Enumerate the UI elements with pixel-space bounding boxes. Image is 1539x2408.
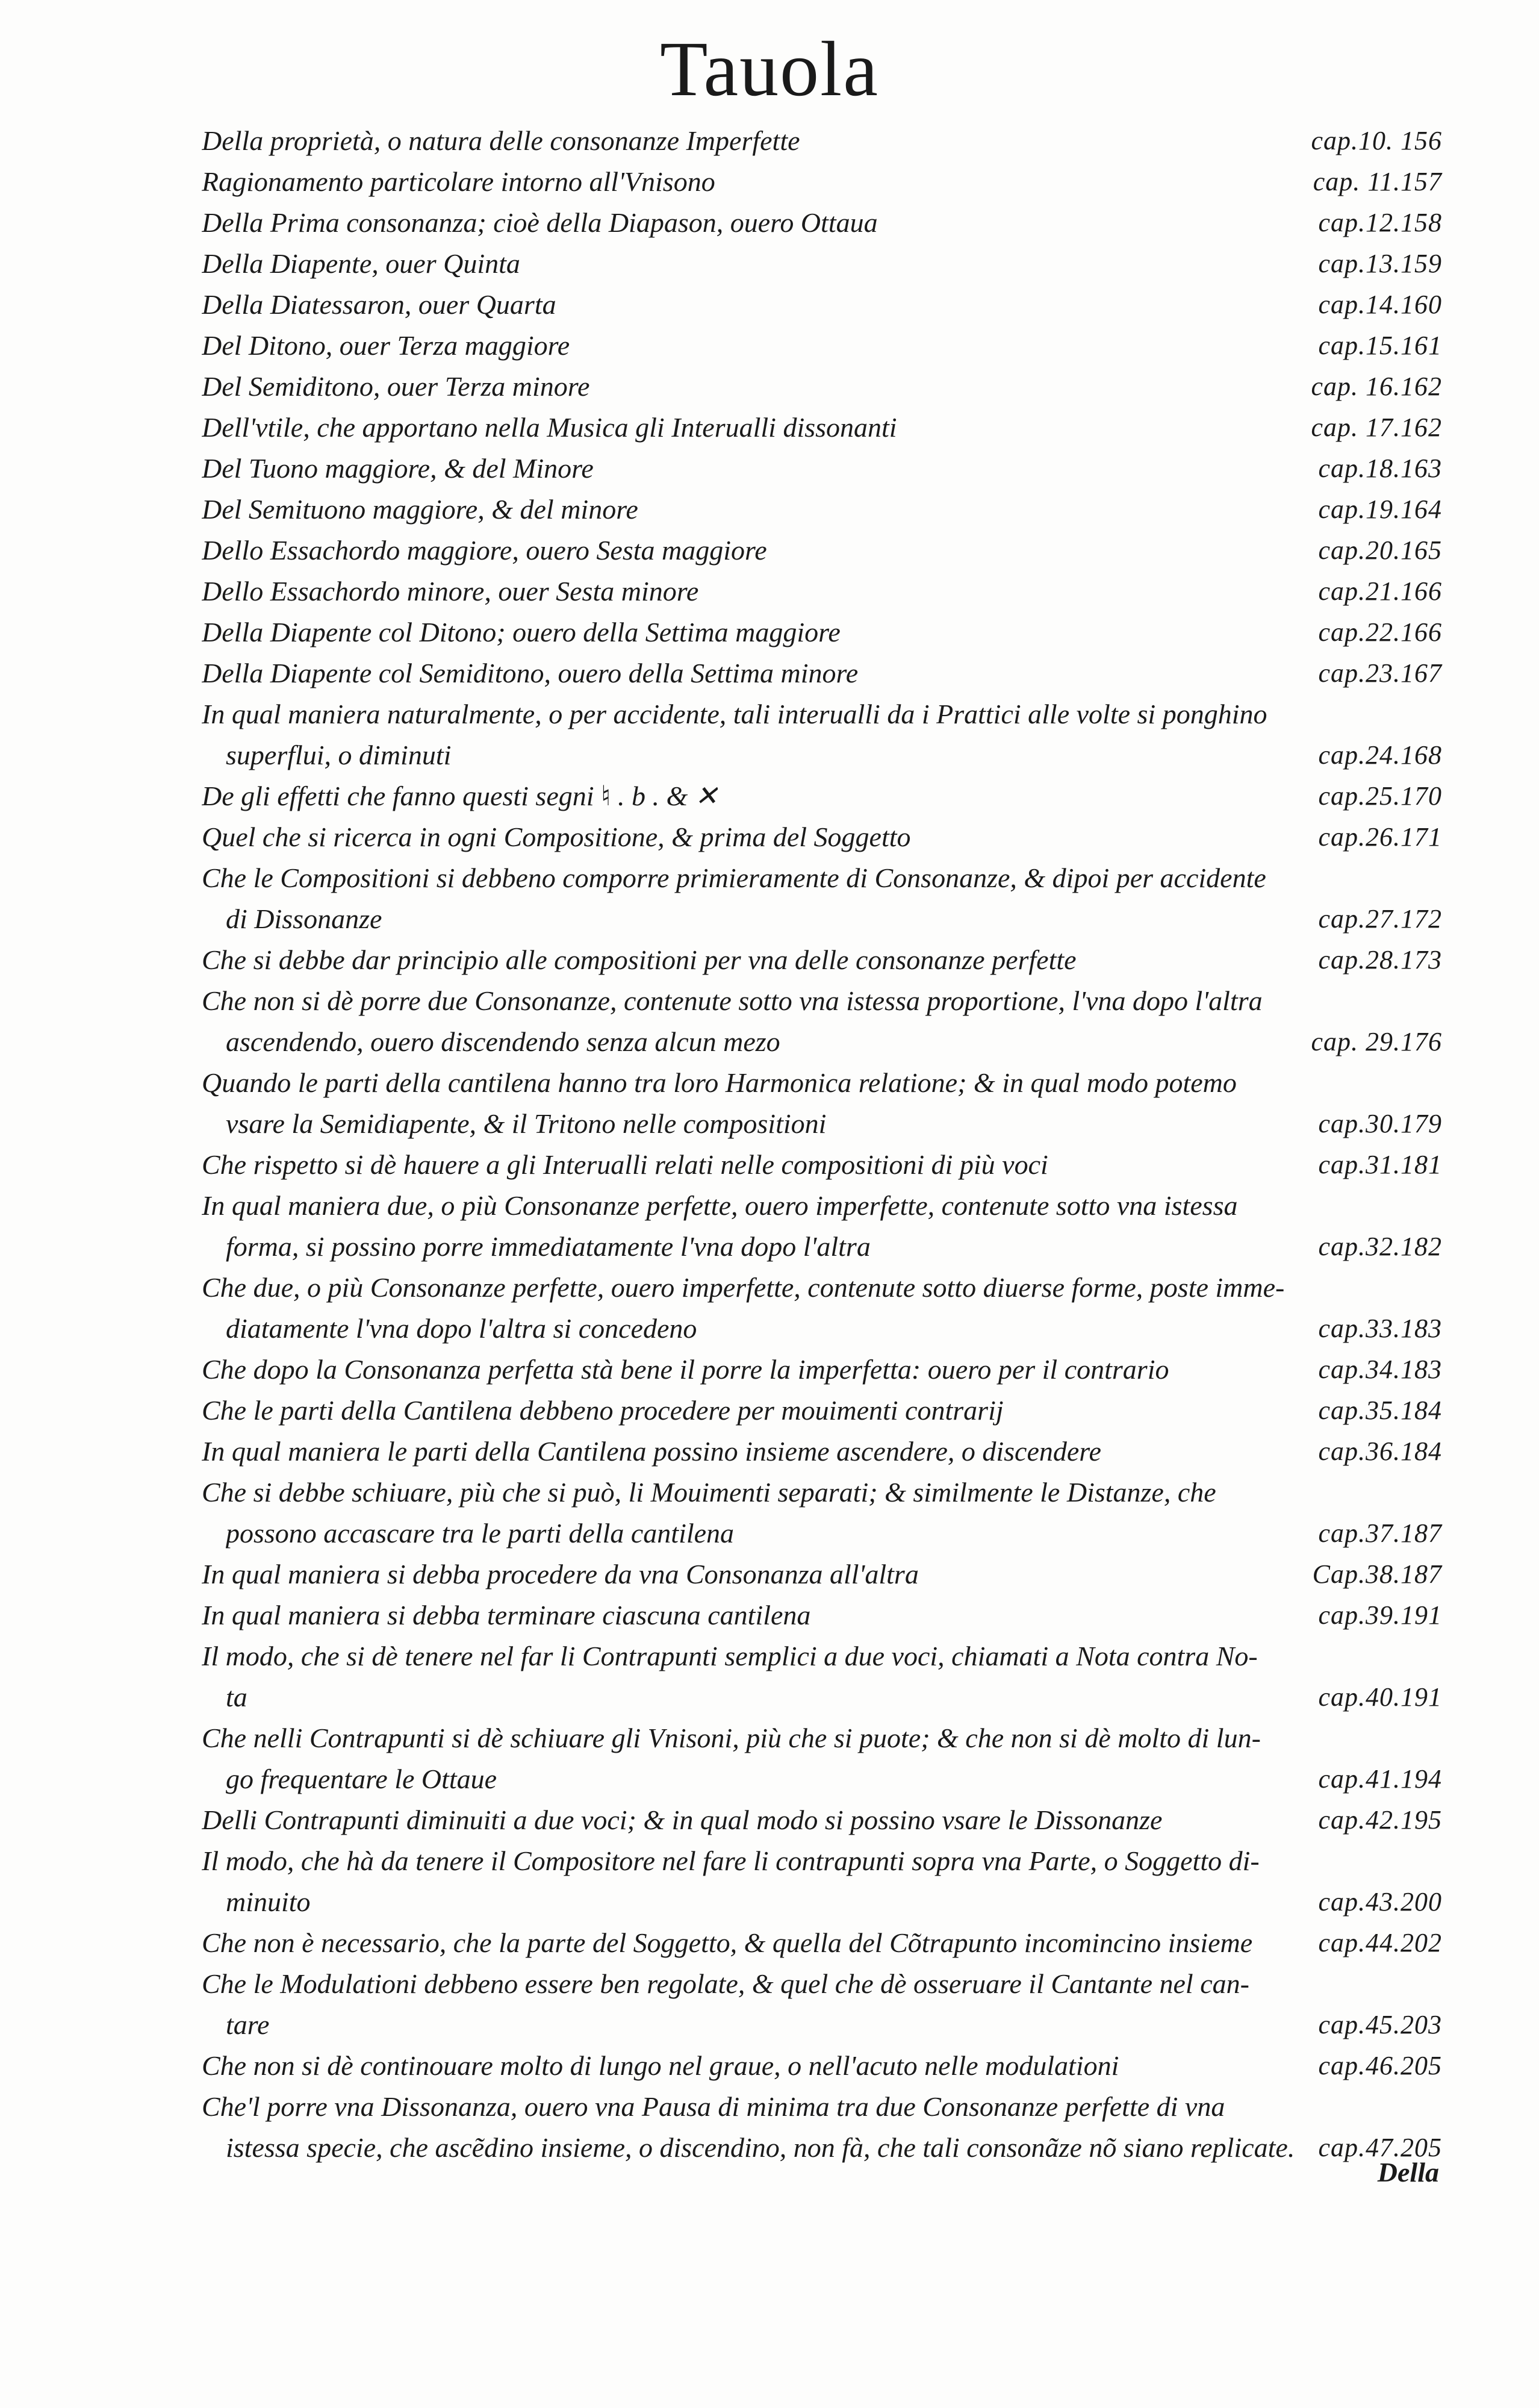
chapter-page-ref: cap.32.182 [1318, 1232, 1442, 1261]
entry-text: Dello Essachordo minore, ouer Sesta minore [202, 576, 699, 607]
entry-text: Che nelli Contrapunti si dè schiuare gli Vnisoni, più che si puote; & che non si dè molto di lun- [202, 1723, 1261, 1753]
entry-text: tare [226, 2009, 270, 2040]
index-entry [202, 571, 1442, 612]
index-entry [202, 653, 1442, 694]
index-entry [202, 612, 1442, 653]
index-entry [202, 448, 1442, 489]
index-list [202, 120, 1442, 2168]
chapter-page-ref: cap.43.200 [1318, 1887, 1442, 1917]
entry-text: Della Diapente col Semiditono, ouero della Settima minore [202, 658, 859, 688]
chapter-page-ref: cap.13.159 [1318, 249, 1442, 278]
index-entry [202, 2086, 1442, 2168]
entry-text: ta [226, 1682, 247, 1712]
index-entry [202, 1349, 1442, 1390]
entry-text: In qual maniera naturalmente, o per accidente, tali interualli da i Prattici alle volte si ponghino [202, 699, 1267, 729]
chapter-page-ref: cap.35.184 [1318, 1396, 1442, 1425]
entry-text: istessa specie, che ascẽdino insieme, o discendino, non fà, che tali consonãze nõ siano replicate. [226, 2132, 1295, 2163]
index-entry [202, 530, 1442, 571]
entry-text: Ragionamento particolare intorno all'Vnisono [202, 166, 715, 197]
entry-text: Che le parti della Cantilena debbeno procedere per mouimenti contrarij [202, 1395, 1004, 1426]
entry-text: Della Diapente col Ditono; ouero della Settima maggiore [202, 617, 841, 647]
chapter-page-ref: cap.42.195 [1318, 1805, 1442, 1835]
index-entry [202, 1431, 1442, 1472]
chapter-page-ref: cap. 29.176 [1311, 1027, 1442, 1056]
index-entry [202, 1800, 1442, 1841]
index-entry [202, 1636, 1442, 1718]
index-entry [202, 817, 1442, 858]
chapter-page-ref: cap.15.161 [1318, 331, 1442, 360]
entry-text: Che le Modulationi debbeno essere ben regolate, & quel che dè osseruare il Cantante nel can- [202, 1968, 1249, 1999]
entry-text: go frequentare le Ottaue [226, 1764, 497, 1794]
entry-text: minuito [226, 1886, 311, 1917]
index-entry [202, 202, 1442, 243]
entry-text: Quel che si ricerca in ogni Compositione, & prima del Soggetto [202, 822, 911, 852]
chapter-page-ref: cap. 16.162 [1311, 372, 1442, 401]
index-entry [202, 776, 1442, 817]
entry-text: Dell'vtile, che apportano nella Musica gli Interualli dissonanti [202, 412, 897, 443]
index-entry [202, 2045, 1442, 2086]
entry-text: In qual maniera le parti della Cantilena possino insieme ascendere, o discendere [202, 1436, 1101, 1467]
entry-text: In qual maniera si debba terminare ciascuna cantilena [202, 1600, 811, 1630]
catchword: Della [1377, 2157, 1439, 2188]
index-entry [202, 161, 1442, 202]
entry-text: Che non si dè porre due Consonanze, contenute sotto vna istessa proportione, l'vna dopo l'altra [202, 985, 1263, 1016]
chapter-page-ref: cap.20.165 [1318, 535, 1442, 565]
chapter-page-ref: cap.30.179 [1318, 1109, 1442, 1138]
entry-text: Della proprietà, o natura delle consonanze Imperfette [202, 125, 800, 156]
index-entry [202, 1185, 1442, 1267]
entry-text: Della Diapente, ouer Quinta [202, 248, 520, 279]
index-entry [202, 1267, 1442, 1349]
chapter-page-ref: cap.21.166 [1318, 576, 1442, 606]
index-entry [202, 325, 1442, 366]
chapter-page-ref: cap.27.172 [1318, 904, 1442, 934]
index-entry [202, 243, 1442, 284]
entry-text: ascendendo, ouero discendendo senza alcun mezo [226, 1026, 780, 1057]
entry-text: Il modo, che hà da tenere il Compositore nel fare li contrapunti sopra vna Parte, o Soggetto di- [202, 1845, 1260, 1876]
chapter-page-ref: cap. 17.162 [1311, 413, 1442, 442]
chapter-page-ref: cap.24.168 [1318, 740, 1442, 770]
entry-text: Dello Essachordo maggiore, ouero Sesta maggiore [202, 535, 767, 566]
entry-text: In qual maniera due, o più Consonanze perfette, ouero imperfette, contenute sotto vna istessa [202, 1190, 1238, 1221]
chapter-page-ref: cap.19.164 [1318, 494, 1442, 524]
entry-text: Che si debbe schiuare, più che si può, li Mouimenti separati; & similmente le Distanze, che [202, 1477, 1216, 1508]
entry-text: Che le Compositioni si debbeno comporre primieramente di Consonanze, & dipoi per accidente [202, 862, 1266, 893]
chapter-page-ref: cap. 11.157 [1313, 167, 1442, 196]
index-entry [202, 366, 1442, 407]
entry-text: In qual maniera si debba procedere da vna Consonanza all'altra [202, 1559, 919, 1589]
chapter-page-ref: Cap.38.187 [1312, 1559, 1442, 1589]
chapter-page-ref: cap.36.184 [1318, 1436, 1442, 1466]
chapter-page-ref: cap.25.170 [1318, 781, 1442, 811]
entry-text: Quando le parti della cantilena hanno tra loro Harmonica relatione; & in qual modo potemo [202, 1067, 1237, 1098]
index-entry [202, 1718, 1442, 1800]
chapter-page-ref: cap.40.191 [1318, 1682, 1442, 1712]
page-title: Tauola [660, 26, 879, 113]
chapter-page-ref: cap.39.191 [1318, 1600, 1442, 1630]
entry-text: Il modo, che si dè tenere nel far li Contrapunti semplici a due voci, chiamati a Nota contra No- [202, 1641, 1258, 1671]
entry-text: Del Tuono maggiore, & del Minore [202, 453, 594, 484]
entry-text: possono accascare tra le parti della cantilena [226, 1518, 735, 1549]
chapter-page-ref: cap.45.203 [1318, 2010, 1442, 2039]
index-entry [202, 981, 1442, 1062]
chapter-page-ref: cap.26.171 [1318, 822, 1442, 852]
chapter-page-ref: cap.47.205 [1318, 2133, 1442, 2162]
index-entry [202, 1062, 1442, 1144]
chapter-page-ref: cap.46.205 [1318, 2051, 1442, 2080]
index-entry [202, 1472, 1442, 1554]
entry-text: di Dissonanze [226, 903, 382, 934]
index-entry [202, 1595, 1442, 1636]
entry-text: forma, si possino porre immediatamente l'vna dopo l'altra [226, 1231, 871, 1262]
chapter-page-ref: cap.28.173 [1318, 945, 1442, 975]
entry-text: Del Semiditono, ouer Terza minore [202, 371, 590, 402]
entry-text: vsare la Semidiapente, & il Tritono nelle compositioni [226, 1108, 827, 1139]
entry-text: Che'l porre vna Dissonanza, ouero vna Pausa di minima tra due Consonanze perfette di vna [202, 2091, 1225, 2122]
index-entry [202, 940, 1442, 981]
index-entry [202, 284, 1442, 325]
entry-text: superflui, o diminuti [226, 740, 452, 770]
chapter-page-ref: cap.14.160 [1318, 290, 1442, 319]
entry-text: Che si debbe dar principio alle compositioni per vna delle consonanze perfette [202, 944, 1077, 975]
index-entry [202, 1841, 1442, 1923]
entry-text: De gli effetti che fanno questi segni ♮ . b . & ✕ [202, 781, 718, 811]
chapter-page-ref: cap.12.158 [1318, 208, 1442, 237]
chapter-page-ref: cap.23.167 [1318, 658, 1442, 688]
entry-text: Delli Contrapunti diminuiti a due voci; & in qual modo si possino vsare le Dissonanze [202, 1804, 1163, 1835]
entry-text: Della Prima consonanza; cioè della Diapason, ouero Ottaua [202, 207, 878, 238]
index-entry [202, 120, 1442, 161]
entry-text: Del Semituono maggiore, & del minore [202, 494, 638, 525]
chapter-page-ref: cap.34.183 [1318, 1355, 1442, 1384]
index-entry [202, 1554, 1442, 1595]
index-entry [202, 1390, 1442, 1431]
index-entry [202, 407, 1442, 448]
index-entry [202, 694, 1442, 776]
index-entry [202, 1964, 1442, 2045]
chapter-page-ref: cap.18.163 [1318, 454, 1442, 483]
index-entry [202, 489, 1442, 530]
chapter-page-ref: cap.33.183 [1318, 1314, 1442, 1343]
entry-text: diatamente l'vna dopo l'altra si concedeno [226, 1313, 697, 1344]
chapter-page-ref: cap.10. 156 [1311, 126, 1442, 155]
index-entry [202, 1923, 1442, 1964]
entry-text: Che dopo la Consonanza perfetta stà bene il porre la imperfetta: ouero per il contrario [202, 1354, 1169, 1385]
entry-text: Che non è necessario, che la parte del Soggetto, & quella del Cõtrapunto incomincino insieme [202, 1927, 1253, 1958]
chapter-page-ref: cap.22.166 [1318, 617, 1442, 647]
chapter-page-ref: cap.31.181 [1318, 1150, 1442, 1179]
entry-text: Che due, o più Consonanze perfette, ouero imperfette, contenute sotto diuerse forme, poste imme- [202, 1272, 1285, 1303]
chapter-page-ref: cap.37.187 [1318, 1518, 1442, 1548]
entry-text: Che non si dè continouare molto di lungo nel graue, o nell'acuto nelle modulationi [202, 2050, 1119, 2081]
chapter-page-ref: cap.44.202 [1318, 1928, 1442, 1957]
chapter-page-ref: cap.41.194 [1318, 1764, 1442, 1794]
entry-text: Del Ditono, ouer Terza maggiore [202, 330, 570, 361]
index-entry [202, 858, 1442, 940]
index-entry [202, 1144, 1442, 1185]
entry-text: Della Diatessaron, ouer Quarta [202, 289, 556, 320]
entry-text: Che rispetto si dè hauere a gli Interualli relati nelle compositioni di più voci [202, 1149, 1048, 1180]
